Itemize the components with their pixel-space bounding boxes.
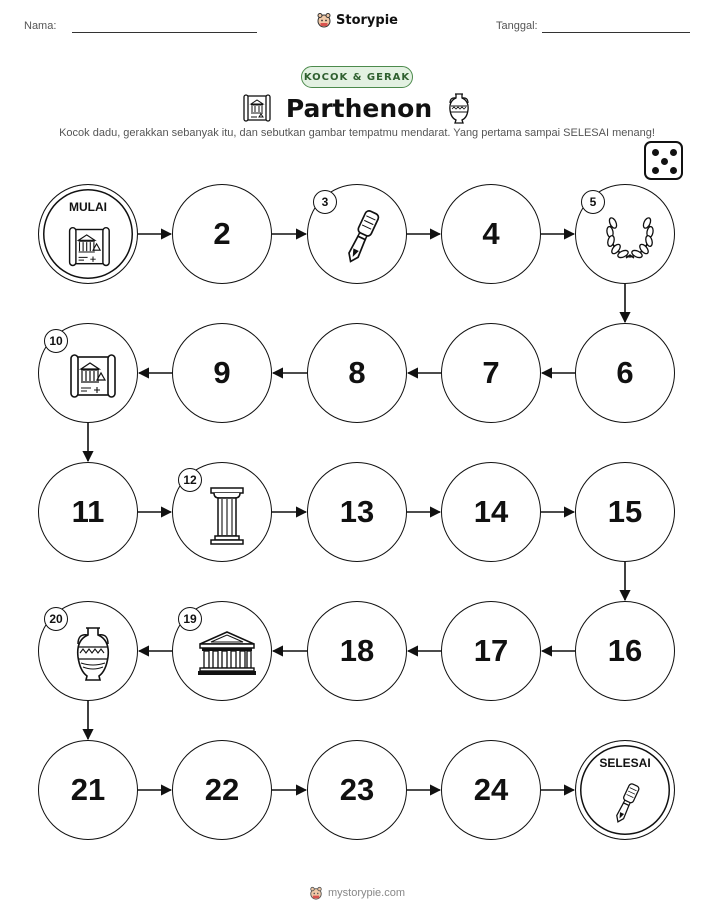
space-number: 2 (213, 216, 231, 251)
storypie-logo-icon (309, 886, 323, 900)
date-label: Tanggal: (496, 20, 538, 32)
space-number: 18 (339, 633, 375, 668)
start-label: MULAI (69, 200, 107, 214)
chisel-icon (340, 207, 384, 267)
board-space[interactable] (441, 601, 541, 701)
space-number: 7 (482, 355, 500, 390)
board-space[interactable] (307, 462, 407, 562)
blueprint-icon (67, 352, 119, 400)
space-number: 9 (213, 355, 231, 390)
picture-space[interactable] (575, 184, 675, 284)
space-number: 16 (607, 633, 643, 668)
brand-name: Storypie (336, 12, 398, 28)
space-number-tag: 3 (313, 190, 337, 214)
chisel-icon (610, 781, 643, 826)
space-number: 23 (339, 772, 375, 807)
space-number: 4 (482, 216, 500, 251)
amphora-icon (71, 625, 115, 683)
space-number: 15 (607, 494, 643, 529)
laurel-wreath-icon (602, 211, 658, 263)
board-space[interactable] (441, 184, 541, 284)
board-space[interactable] (307, 601, 407, 701)
game-type-badge: KOCOK & GERAK (301, 66, 413, 88)
space-number-tag: 12 (178, 468, 202, 492)
board-space[interactable] (575, 323, 675, 423)
board-space[interactable] (441, 740, 541, 840)
board-space[interactable] (38, 740, 138, 840)
board-space[interactable] (575, 601, 675, 701)
space-number: 22 (204, 772, 240, 807)
space-number-tag: 10 (44, 329, 68, 353)
finish-label: SELESAI (599, 756, 651, 770)
picture-space[interactable] (38, 323, 138, 423)
picture-space[interactable] (38, 601, 138, 701)
space-number: 21 (70, 772, 106, 807)
footer (0, 886, 714, 903)
name-label: Nama: (24, 20, 57, 32)
picture-space[interactable] (307, 184, 407, 284)
footer-url[interactable]: mystorypie.com (327, 887, 406, 899)
space-number-tag: 19 (178, 607, 202, 631)
picture-space[interactable] (172, 601, 272, 701)
space-number: 17 (473, 633, 509, 668)
board-space[interactable] (172, 323, 272, 423)
space-number: 11 (71, 494, 105, 529)
space-number: 14 (473, 494, 509, 529)
blueprint-icon (66, 225, 113, 268)
space-number: 24 (473, 772, 509, 807)
space-number-tag: 20 (44, 607, 68, 631)
board-space[interactable] (172, 184, 272, 284)
start-space[interactable] (38, 184, 138, 284)
board-space[interactable] (38, 462, 138, 562)
board-space[interactable] (441, 462, 541, 562)
finish-space[interactable] (575, 740, 675, 840)
space-number: 8 (348, 355, 366, 390)
board-space[interactable] (307, 323, 407, 423)
column-icon (205, 483, 249, 547)
board-space[interactable] (172, 740, 272, 840)
space-number: 13 (339, 494, 375, 529)
board-space[interactable] (575, 462, 675, 562)
space-number: 6 (616, 355, 634, 390)
page-title: Parthenon (285, 93, 433, 123)
picture-space[interactable] (172, 462, 272, 562)
instructions: Kocok dadu, gerakkan sebanyak itu, dan sebutkan gambar tempatmu mendarat. Yang pertama sampai SELESAI menang! (59, 127, 655, 139)
space-number-tag: 5 (581, 190, 605, 214)
board-space[interactable] (307, 740, 407, 840)
temple-icon (196, 629, 258, 679)
board-space[interactable] (441, 323, 541, 423)
